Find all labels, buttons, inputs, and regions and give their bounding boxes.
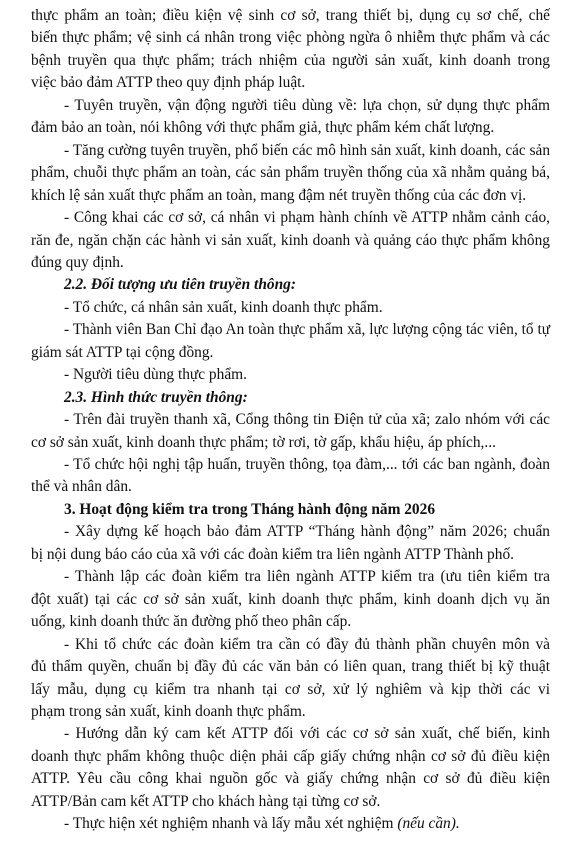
line-text: đúng quy định.	[31, 253, 124, 271]
line-text: - Thành viên Ban Chỉ đạo An toàn thực phẩm xã, lực lượng cộng tác viên, tổ tự	[64, 321, 550, 339]
document-line	[64, 499, 550, 521]
document-line	[31, 791, 550, 813]
line-text: - Thành lập các đoàn kiểm tra liên ngành ATTP kiểm tra (ưu tiên kiểm tra	[64, 568, 550, 586]
line-text: - Tổ chức hội nghị tập huấn, truyền thông, tọa đàm,... tới các ban ngành, đoàn	[64, 456, 550, 473]
line-text: - Tăng cường tuyên truyền, phổ biến các mô hình sản xuất, kinh doanh, các sản	[64, 141, 550, 159]
document-line	[31, 544, 550, 566]
line-text: - Người tiêu dùng thực phẩm.	[64, 366, 247, 384]
line-text: việc bảo đảm ATTP theo quy định pháp luật.	[31, 74, 306, 92]
line-text: - Tuyên truyền, vận động người tiêu dùng về: lựa chọn, sử dụng thực phẩm	[64, 96, 550, 114]
document-line	[31, 252, 550, 274]
document-line	[64, 297, 550, 319]
line-text: phẩm, chuỗi thực phẩm an toàn, các sản phẩm truyền thống của xã nhằm quảng bá,	[31, 164, 550, 182]
line-text: 2.2. Đối tượng ưu tiên truyền thông:	[64, 276, 296, 294]
document-line	[31, 432, 550, 454]
document-line	[64, 409, 550, 431]
line-text: đột xuất) tại các cơ sở sản xuất, kinh doanh thực phẩm, kinh doanh dịch vụ ăn	[31, 590, 550, 608]
line-text: uống, kinh doanh thức ăn đường phố theo phân cấp.	[31, 613, 352, 631]
line-text: bị nội dung báo cáo của xã với các đoàn kiểm tra liên ngành ATTP Thành phố.	[31, 545, 514, 563]
line-text: - Xây dựng kế hoạch bảo đảm ATTP “Tháng hành động” năm 2026; chuẩn	[64, 523, 550, 541]
line-text: biến thực phẩm; vệ sinh cá nhân trong việc phòng ngừa ô nhiễm thực phẩm và các	[31, 29, 550, 47]
document-line	[64, 387, 550, 409]
document-line	[64, 274, 550, 296]
document-line	[64, 207, 550, 229]
line-text: doanh thực phẩm không thuộc diện phải cấp giấy chứng nhận cơ sở đủ điều kiện	[31, 747, 550, 765]
line-text: - Thực hiện xét nghiệm nhanh và lấy mẫu xét nghiệm	[64, 815, 394, 833]
line-text: - Hướng dẫn ký cam kết ATTP đối với các cơ sở sản xuất, chế biến, kinh	[64, 725, 550, 743]
document-line	[31, 611, 550, 633]
document-line	[64, 566, 550, 588]
document-line	[64, 319, 550, 341]
document-line	[64, 723, 550, 745]
line-text: đủ thẩm quyền, chuẩn bị đầy đủ các văn bản có liên quan, trang thiết bị kỹ thuật	[31, 658, 550, 676]
document-line	[31, 679, 550, 701]
line-text: bệnh truyền qua thực phẩm; trách nhiệm của người sản xuất, kinh doanh trong	[31, 51, 550, 69]
document-line	[64, 521, 550, 543]
document-line	[31, 185, 550, 207]
document-line	[31, 589, 550, 611]
document-line	[31, 656, 550, 678]
line-text: - Khi tổ chức các đoàn kiểm tra cần có đầy đủ thành phần chuyên môn và	[64, 635, 550, 653]
document-line	[64, 140, 550, 162]
document-line	[64, 364, 550, 386]
document-line	[31, 701, 550, 723]
document-line	[31, 476, 550, 498]
line-text: lấy mẫu, dụng cụ kiểm tra nhanh tại cơ sở, xử lý nghiêm và kịp thời các vi	[31, 680, 550, 698]
line-text: thể và nhân dân.	[31, 478, 132, 496]
document-line	[31, 342, 550, 364]
line-text: 3. Hoạt động kiểm tra trong Tháng hành động năm 2026	[64, 500, 436, 518]
line-text: phạm trong sản xuất, kinh doanh thực phẩm.	[31, 702, 306, 720]
line-text: - Tổ chức, cá nhân sản xuất, kinh doanh thực phẩm.	[64, 298, 383, 316]
line-text: giám sát ATTP tại cộng đồng.	[31, 343, 214, 361]
line-text: 2.3. Hình thức truyền thông:	[64, 388, 248, 406]
line-text: cơ sở sản xuất, kinh doanh thực phẩm; tờ rơi, tờ gấp, khẩu hiệu, áp phích,...	[31, 433, 496, 451]
document-line	[31, 768, 550, 790]
document-line	[64, 813, 550, 835]
document-line	[31, 746, 550, 768]
line-text: ATTP/Bản cam kết ATTP cho khách hàng tại từng cơ sở.	[31, 792, 381, 810]
document-line	[31, 72, 550, 94]
line-text: ATTP. Yêu cầu công khai nguồn gốc và giấy chứng nhận cơ sở đủ điều kiện	[31, 770, 550, 788]
document-line	[64, 454, 550, 476]
document-line	[31, 117, 550, 139]
document-line	[31, 27, 550, 49]
line-italic-note: (nếu cần).	[397, 815, 460, 833]
document-line	[64, 95, 550, 117]
document-line	[31, 162, 550, 184]
line-text: khích lệ sản xuất thực phẩm an toàn, mang đậm nét truyền thống của các đơn vị.	[31, 186, 527, 204]
document-line	[31, 5, 550, 27]
document-line	[31, 50, 550, 72]
line-text: đảm bảo an toàn, nói không với thực phẩm giả, thực phẩm kém chất lượng.	[31, 119, 495, 137]
document-line	[64, 634, 550, 656]
line-text: thực phẩm an toàn; điều kiện vệ sinh cơ sở, trang thiết bị, dụng cụ sơ chế, chế	[31, 7, 550, 24]
line-text: răn đe, ngăn chặn các hành vi sản xuất, kinh doanh và quảng cáo thực phẩm không	[31, 231, 550, 249]
line-text: - Trên đài truyền thanh xã, Cổng thông tin Điện tử của xã; zalo nhóm với các	[64, 411, 550, 429]
document-line	[31, 230, 550, 252]
line-text: - Công khai các cơ sở, cá nhân vi phạm hành chính về ATTP nhằm cảnh cáo,	[64, 209, 550, 227]
